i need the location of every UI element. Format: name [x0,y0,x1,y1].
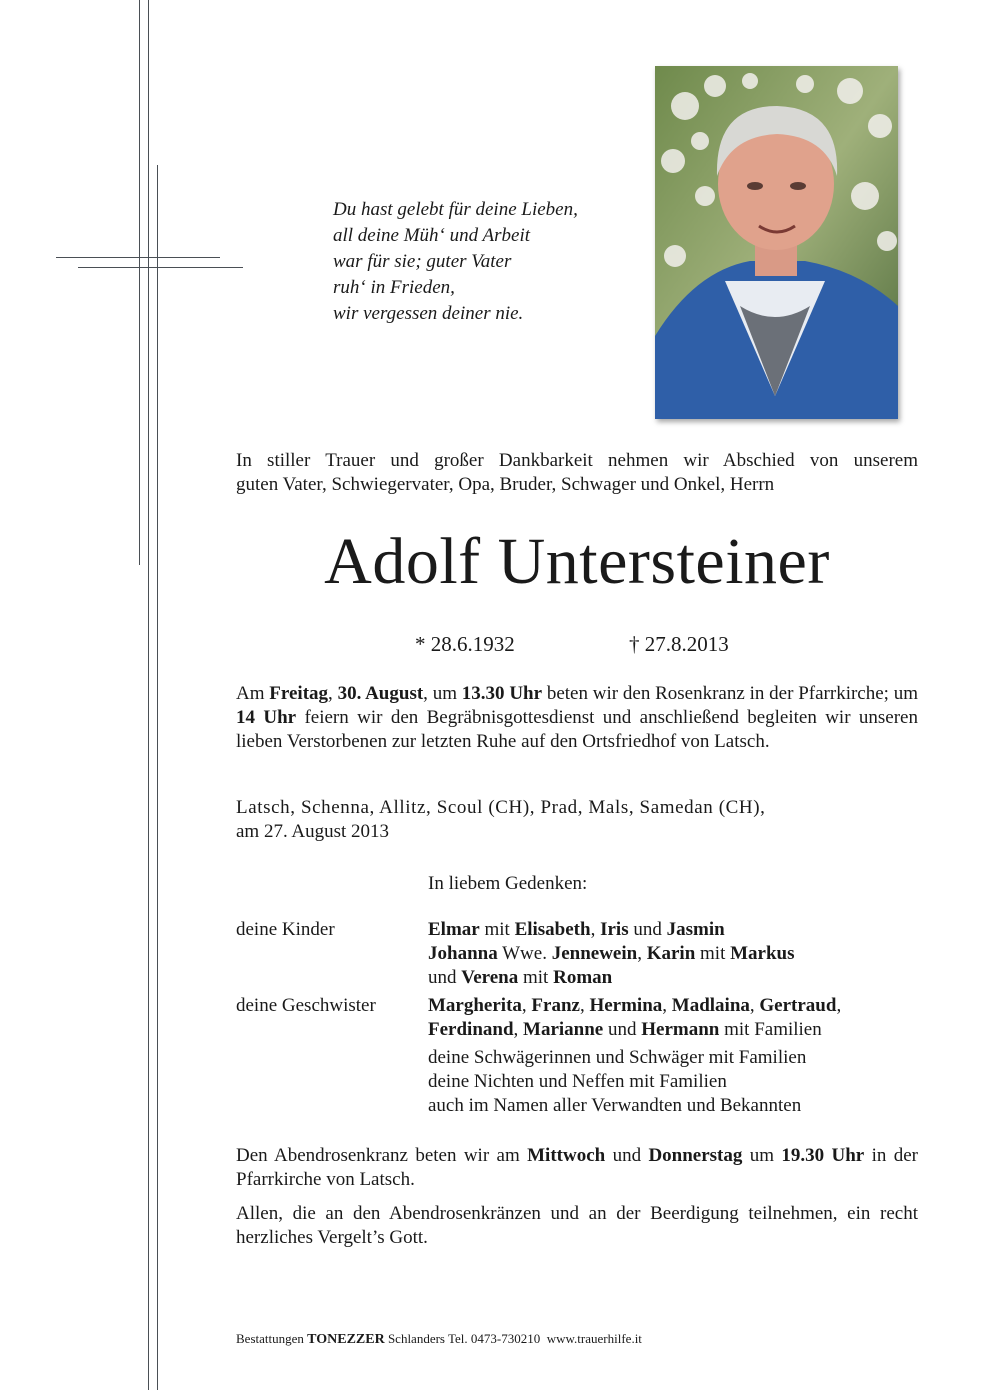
children-line [428,966,918,990]
person-name: Hermina [589,995,663,1016]
connector-text: , [836,995,842,1016]
children-line [428,918,918,942]
cross-horizontal-upper [56,257,220,258]
evening-day-1: Mittwoch [527,1145,606,1166]
person-name: Madlaina [671,995,750,1016]
children-line [428,942,918,966]
person-name: Johanna [428,943,498,964]
connector-text: mit [695,943,731,964]
thanks-paragraph: Allen, die an den Abendrosenkränzen und an der Beerdigung teilnehmen, ein recht herzliches Vergelt’s Gott. [236,1203,918,1248]
person-name: Franz [531,995,580,1016]
quote-line: all deine Müh‘ und Arbeit [333,225,531,246]
remembrance-heading: In liebem Gedenken: [428,873,588,894]
connector-text: Wwe. [497,943,552,964]
relatives-line: deine Nichten und Neffen mit Familien [428,1071,727,1092]
ceremony-text: feiern wir den Begräbnisgottesdienst und anschließend begleiten wir unseren lieben Verstorbenen zur letzten Ruhe auf den Ortsfriedhof von Latsch. [236,707,918,752]
evening-text: in der Pfarrkirche von Latsch. [236,1145,919,1190]
person-name: Iris [600,919,629,940]
connector-text: , [590,919,601,940]
person-name: Elmar [428,919,480,940]
intro-line-1: In stiller Trauer und großer Dankbarkeit nehmen wir Abschied von unserem [236,450,918,471]
death-date: † 27.8.2013 [629,632,729,656]
funeral-home-footer [236,1331,642,1348]
person-name: Margherita [428,995,522,1016]
deceased-name: Adolf Untersteiner [324,525,830,598]
connector-text: mit [518,967,554,988]
connector-text: , [637,943,647,964]
person-name: Elisabeth [514,919,591,940]
connector-text: und [428,967,462,988]
person-name: Hermann [641,1019,720,1040]
person-name: Verena [461,967,519,988]
siblings-names [428,994,918,1042]
intro-line-2: guten Vater, Schwiegervater, Opa, Bruder, Schwager und Onkel, Herrn [236,474,775,495]
evening-time: 19.30 Uhr [781,1145,865,1166]
ceremony-date: 30. August [337,683,424,704]
place-line-2: am 27. August 2013 [236,821,390,842]
cross-vertical-long [139,0,140,565]
mass-time: 14 Uhr [236,707,297,728]
connector-text: , [513,1019,524,1040]
siblings-line [428,1018,918,1042]
person-name: Marianne [523,1019,604,1040]
ceremony-text: beten wir den Rosenkranz in der Pfarrkirche; um [542,683,919,704]
ceremony-text: , [328,683,338,704]
connector-text: mit Familien [719,1019,822,1040]
connector-text: , [521,995,532,1016]
rosary-time: 13.30 Uhr [461,683,543,704]
cross-vertical-full-right [157,165,158,1390]
evening-day-2: Donnerstag [648,1145,743,1166]
children-label: deine Kinder [236,919,335,940]
person-name: Roman [553,967,613,988]
footer-prefix: Bestattungen [236,1331,308,1346]
connector-text: und [603,1019,642,1040]
connector-text: mit [479,919,515,940]
quote-line: ruh‘ in Frieden, [333,277,455,298]
relatives-line: deine Schwägerinnen und Schwäger mit Familien [428,1047,807,1068]
relatives-list [428,1046,918,1118]
person-name: Jennewein [551,943,638,964]
ceremony-text: Am [236,683,270,704]
evening-text: und [605,1145,649,1166]
connector-text: , [662,995,672,1016]
connector-text: , [749,995,760,1016]
evening-text: Den Abendrosenkranz beten wir am [236,1145,528,1166]
ceremony-text: , um [423,683,462,704]
place-line-1: Latsch, Schenna, Allitz, Scoul (CH), Prad, Mals, Samedan (CH), [236,797,766,818]
evening-rosary-paragraph [236,1144,918,1192]
cross-vertical-full-left [148,0,149,1390]
quote-line: Du hast gelebt für deine Lieben, [333,199,578,220]
person-name: Markus [730,943,795,964]
relatives-line: auch im Namen aller Verwandten und Bekannten [428,1095,802,1116]
portrait-illustration [655,66,898,419]
connector-text: und [628,919,667,940]
siblings-label: deine Geschwister [236,995,376,1016]
person-name: Karin [646,943,696,964]
footer-contact: Schlanders Tel. 0473-730210 www.trauerhilfe.it [384,1331,642,1346]
funeral-home-brand: TONEZZER [307,1332,385,1347]
children-names [428,918,918,990]
birth-date: * 28.6.1932 [415,632,515,656]
ceremony-paragraph [236,682,918,754]
memorial-quote [333,197,613,327]
person-name: Gertraud [759,995,837,1016]
evening-text: um [742,1145,782,1166]
siblings-line [428,994,918,1018]
person-name: Jasmin [666,919,725,940]
quote-line: war für sie; guter Vater [333,251,512,272]
person-name: Ferdinand [428,1019,514,1040]
quote-line: wir vergessen deiner nie. [333,303,524,324]
portrait-photo [655,66,898,419]
cross-horizontal-lower [78,267,243,268]
ceremony-day: Freitag [269,683,329,704]
connector-text: , [579,995,590,1016]
